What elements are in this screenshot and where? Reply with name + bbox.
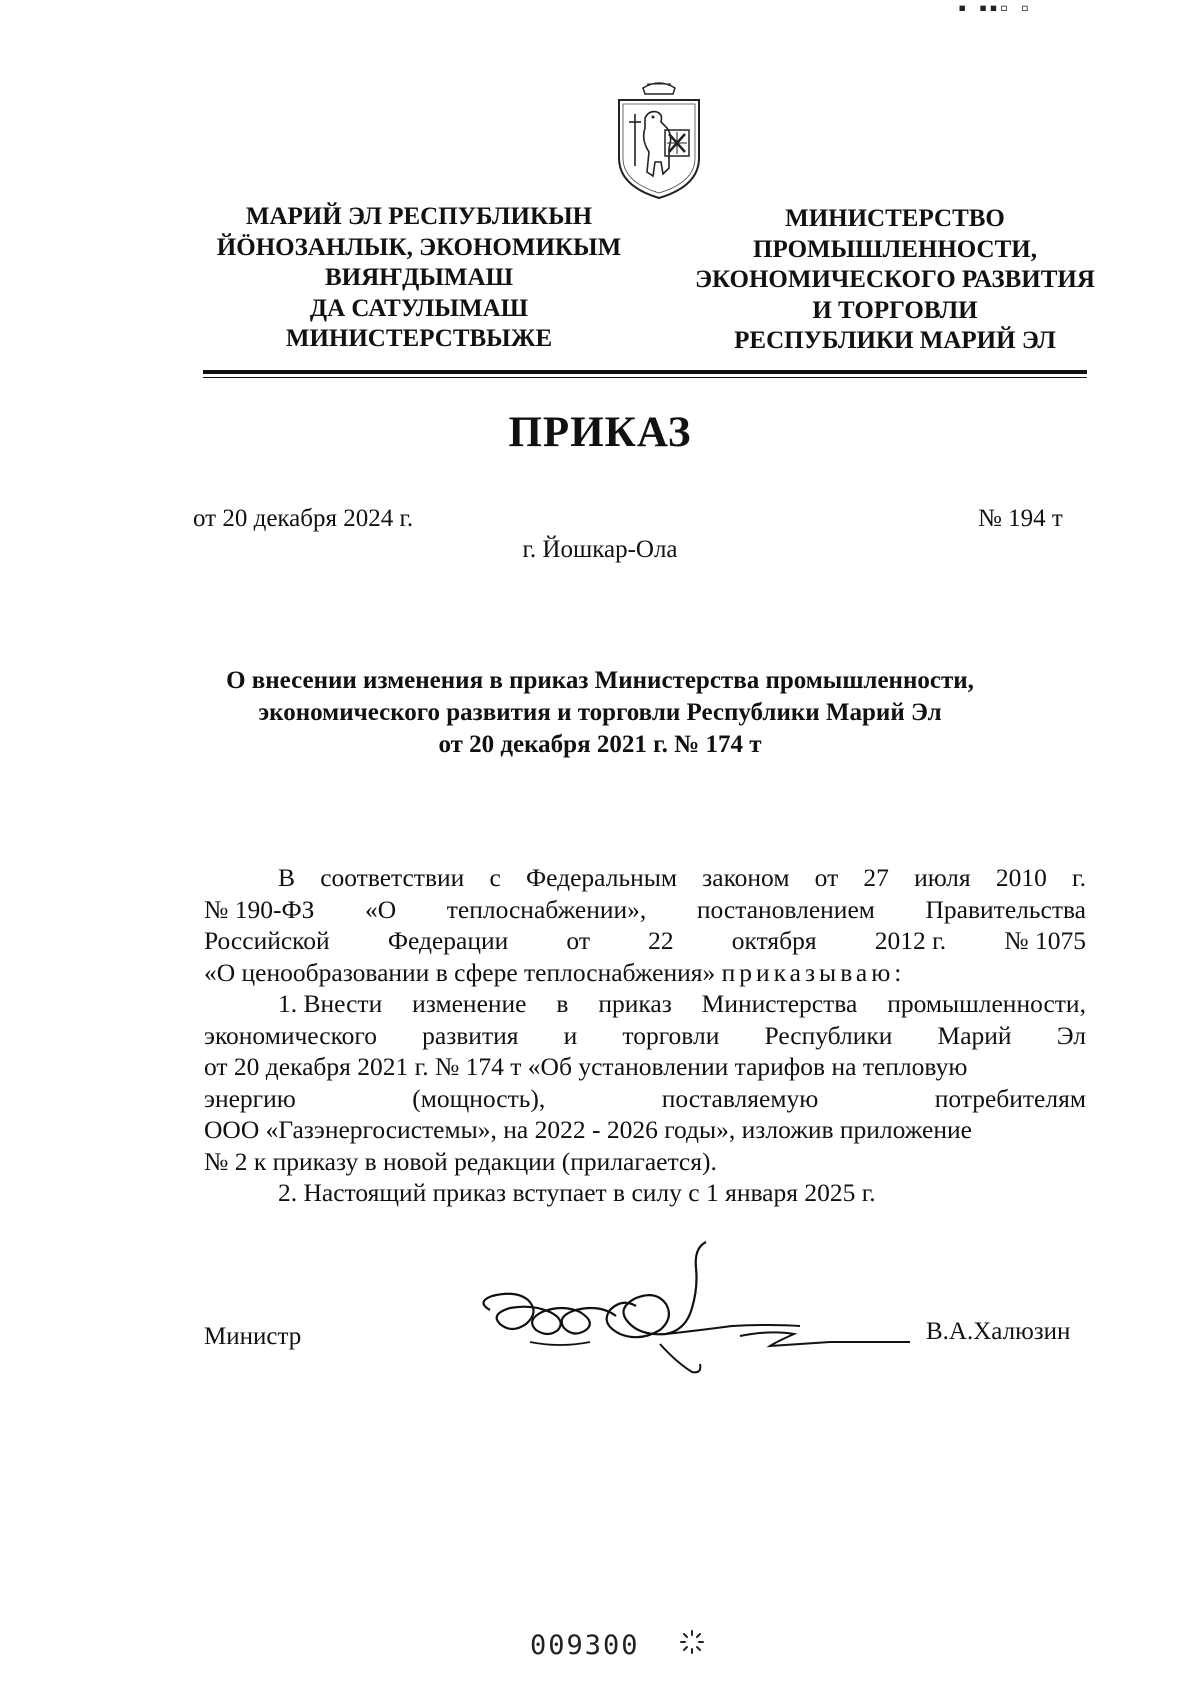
signer-name: В.А.Халюзин <box>926 1318 1071 1345</box>
body-line <box>204 1177 1086 1209</box>
order-subject-line: от 20 декабря 2021 г. № 174 т <box>438 731 762 758</box>
word: Правительства <box>925 894 1086 924</box>
order-number: № 194 т <box>978 505 1063 532</box>
ministry-name-russian-line: РЕСПУБЛИКИ МАРИЙ ЭЛ <box>734 327 1056 354</box>
word: и <box>563 1020 578 1050</box>
word: соответствии <box>320 863 465 892</box>
word: 2010 <box>995 863 1047 892</box>
ministry-name-mari-line: МИНИСТЕРСТВЫЖЕ <box>285 325 553 352</box>
body-line <box>204 862 1086 894</box>
order-city: г. Йошкар-Ола <box>522 536 678 563</box>
word: Федеральным <box>526 863 677 892</box>
word: потребителям <box>934 1083 1086 1113</box>
ministry-name-russian-line: ПРОМЫШЛЕННОСТИ, <box>753 235 1037 263</box>
word: постановлением <box>696 894 875 924</box>
body-line <box>204 1051 1086 1083</box>
spaced-order-word: приказываю: <box>721 957 906 987</box>
body-line <box>204 988 1086 1020</box>
stamp-mark-icon <box>678 1628 706 1656</box>
word: 1. Внести <box>278 989 383 1018</box>
header-divider-thick <box>203 370 1087 374</box>
body-text: № 2 к приказу в новой редакции (прилагается). <box>204 1146 717 1176</box>
body-line <box>204 894 1086 926</box>
word: 2012 г. <box>874 926 947 955</box>
body-line <box>204 1114 1086 1146</box>
order-subject-line: О внесении изменения в приказ Министерства промышленности, <box>226 667 974 694</box>
word: октября <box>731 926 817 955</box>
handwritten-signature <box>470 1238 910 1378</box>
ministry-name-russian-line: ЭКОНОМИЧЕСКОГО РАЗВИТИЯ <box>695 266 1095 293</box>
word: Федерации <box>387 926 509 955</box>
order-subject-line: экономического развития и торговли Республики Марий Эл <box>258 699 942 726</box>
body-text: от 20 декабря 2021 г. № 174 т «Об установлении тарифов на тепловую <box>204 1052 968 1081</box>
ministry-name-mari-line: ДА САТУЛЫМАШ <box>309 294 529 322</box>
ministry-name-mari-line: ВИЯҤДЫМАШ <box>324 264 514 291</box>
word: с <box>489 863 501 892</box>
order-subject <box>150 665 1050 761</box>
word: теплоснабжении», <box>446 894 647 924</box>
header-divider-thin <box>203 377 1087 378</box>
word: промышленности, <box>887 989 1086 1018</box>
word: «О <box>364 894 397 924</box>
order-date: от 20 декабря 2024 г. <box>193 505 414 532</box>
word: июля <box>914 863 971 892</box>
body-text: ООО «Газэнергосистемы», на 2022 - 2026 годы», изложив приложение <box>204 1115 972 1144</box>
serial-number: 009300 <box>530 1630 640 1661</box>
ministry-name-russian-line: МИНИСТЕРСТВО <box>785 205 1005 232</box>
body-line <box>204 925 1086 957</box>
word: поставляемую <box>661 1083 819 1113</box>
word: развития <box>422 1020 519 1050</box>
document-type-title: ПРИКАЗ <box>508 409 692 456</box>
word: Российской <box>204 926 330 955</box>
body-line <box>204 1020 1086 1052</box>
word: торговли <box>622 1020 720 1050</box>
body-line <box>204 957 1086 989</box>
body-text: 2. Настоящий приказ вступает в силу с 1 января 2025 г. <box>278 1178 876 1207</box>
ministry-name-russian-line: И ТОРГОВЛИ <box>812 296 978 324</box>
word: экономического <box>204 1020 377 1050</box>
word: В <box>278 863 296 892</box>
ministry-name-mari <box>196 202 642 355</box>
body-text: «О ценообразовании в сфере теплоснабжения» <box>204 957 722 987</box>
word: от <box>814 863 839 892</box>
word: энергию <box>204 1083 296 1113</box>
word: в <box>556 989 569 1018</box>
signer-position: Министр <box>204 1323 302 1350</box>
coat-of-arms-emblem <box>613 78 705 200</box>
scan-marks: ▪ ▪▪▫ ▫ <box>958 0 1032 16</box>
body-line <box>204 1146 1086 1178</box>
word: от <box>566 926 590 955</box>
ministry-name-mari-line: МАРИЙ ЭЛ РЕСПУБЛИКЫН <box>245 203 593 230</box>
body-line <box>204 1083 1086 1115</box>
word: Марий <box>937 1020 1012 1050</box>
ministry-name-mari-line: ЙӦНОЗАНЛЫК, ЭКОНОМИКЫМ <box>216 233 622 261</box>
word: Республики <box>764 1020 893 1050</box>
word: № 190-ФЗ <box>204 894 315 924</box>
word: 22 <box>648 926 674 955</box>
word: № 1075 <box>1004 926 1086 955</box>
word: (мощность), <box>412 1083 546 1113</box>
ministry-name-russian <box>672 204 1118 357</box>
word: Министерства <box>701 989 858 1018</box>
order-body <box>204 862 1086 1209</box>
word: приказ <box>598 989 672 1018</box>
word: Эл <box>1056 1020 1086 1050</box>
word: г. <box>1072 863 1086 892</box>
word: 27 <box>863 863 889 892</box>
word: изменение <box>412 989 527 1018</box>
word: законом <box>702 863 790 892</box>
